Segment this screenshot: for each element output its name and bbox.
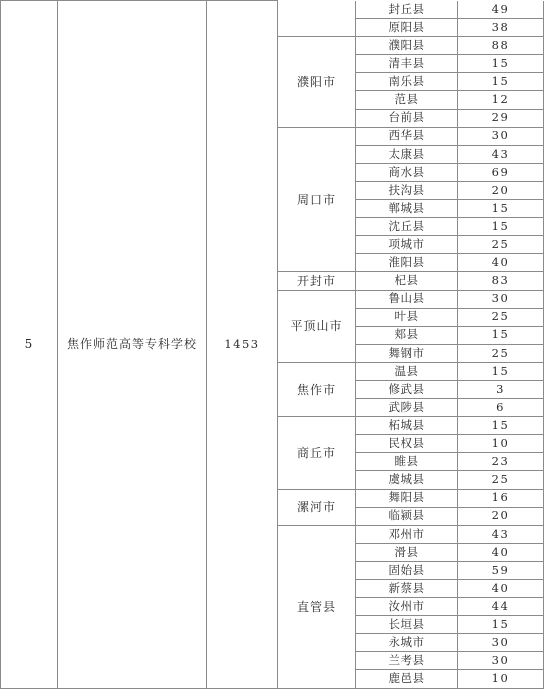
county-name: 郏县 (356, 326, 458, 344)
county-quota: 43 (458, 145, 544, 163)
county-name: 修武县 (356, 380, 458, 398)
county-name: 临颍县 (356, 507, 458, 525)
county-name: 舞阳县 (356, 489, 458, 507)
county-name: 长垣县 (356, 616, 458, 634)
city-cell: 商丘市 (278, 417, 356, 489)
quota-table-body (1, 1, 544, 689)
county-quota: 25 (458, 344, 544, 362)
table-row (1, 1, 544, 19)
county-name: 舞钢市 (356, 344, 458, 362)
county-name: 扶沟县 (356, 181, 458, 199)
county-quota: 25 (458, 471, 544, 489)
county-name: 郸城县 (356, 200, 458, 218)
county-name: 濮阳县 (356, 37, 458, 55)
county-name: 西华县 (356, 127, 458, 145)
county-name: 太康县 (356, 145, 458, 163)
county-quota: 15 (458, 200, 544, 218)
county-name: 范县 (356, 91, 458, 109)
county-quota: 40 (458, 543, 544, 561)
city-cell: 平顶山市 (278, 290, 356, 362)
county-name: 汝州市 (356, 598, 458, 616)
county-quota: 6 (458, 399, 544, 417)
county-name: 清丰县 (356, 55, 458, 73)
county-quota: 16 (458, 489, 544, 507)
county-name: 武陟县 (356, 399, 458, 417)
county-name: 邓州市 (356, 525, 458, 543)
county-quota: 20 (458, 181, 544, 199)
county-quota: 15 (458, 417, 544, 435)
county-quota: 30 (458, 652, 544, 670)
county-quota: 15 (458, 616, 544, 634)
county-quota: 10 (458, 670, 544, 688)
county-quota: 83 (458, 272, 544, 290)
county-quota: 15 (458, 326, 544, 344)
county-name: 新蔡县 (356, 580, 458, 598)
county-name: 杞县 (356, 272, 458, 290)
county-name: 淮阳县 (356, 254, 458, 272)
county-quota: 15 (458, 218, 544, 236)
county-quota: 29 (458, 109, 544, 127)
county-quota: 15 (458, 55, 544, 73)
school-name: 焦作师范高等专科学校 (58, 1, 207, 689)
county-name: 叶县 (356, 308, 458, 326)
county-name: 鹿邑县 (356, 670, 458, 688)
county-name: 柘城县 (356, 417, 458, 435)
county-name: 固始县 (356, 561, 458, 579)
county-quota: 25 (458, 308, 544, 326)
county-name: 民权县 (356, 435, 458, 453)
county-quota: 69 (458, 163, 544, 181)
county-quota: 59 (458, 561, 544, 579)
total-quota: 1453 (207, 1, 278, 689)
record-index: 5 (1, 1, 58, 689)
county-quota: 30 (458, 127, 544, 145)
county-quota: 15 (458, 73, 544, 91)
county-name: 滑县 (356, 543, 458, 561)
county-quota: 12 (458, 91, 544, 109)
county-quota: 25 (458, 236, 544, 254)
county-name: 沈丘县 (356, 218, 458, 236)
city-cell: 开封市 (278, 272, 356, 290)
county-quota: 20 (458, 507, 544, 525)
city-cell: 直管县 (278, 525, 356, 688)
county-name: 商水县 (356, 163, 458, 181)
county-quota: 40 (458, 580, 544, 598)
county-name: 睢县 (356, 453, 458, 471)
county-quota: 44 (458, 598, 544, 616)
county-quota: 30 (458, 290, 544, 308)
county-quota: 40 (458, 254, 544, 272)
county-quota: 49 (458, 1, 544, 19)
county-quota: 88 (458, 37, 544, 55)
county-quota: 15 (458, 362, 544, 380)
city-cell: 周口市 (278, 127, 356, 272)
city-cell (278, 1, 356, 37)
county-name: 项城市 (356, 236, 458, 254)
county-name: 封丘县 (356, 1, 458, 19)
county-name: 鲁山县 (356, 290, 458, 308)
county-quota: 3 (458, 380, 544, 398)
city-cell: 漯河市 (278, 489, 356, 525)
county-name: 台前县 (356, 109, 458, 127)
county-name: 南乐县 (356, 73, 458, 91)
county-quota: 23 (458, 453, 544, 471)
county-quota: 38 (458, 19, 544, 37)
county-name: 温县 (356, 362, 458, 380)
county-name: 原阳县 (356, 19, 458, 37)
county-quota: 43 (458, 525, 544, 543)
county-name: 永城市 (356, 634, 458, 652)
county-quota: 10 (458, 435, 544, 453)
county-name: 兰考县 (356, 652, 458, 670)
city-cell: 濮阳市 (278, 37, 356, 127)
county-quota: 30 (458, 634, 544, 652)
city-cell: 焦作市 (278, 362, 356, 416)
county-name: 虞城县 (356, 471, 458, 489)
